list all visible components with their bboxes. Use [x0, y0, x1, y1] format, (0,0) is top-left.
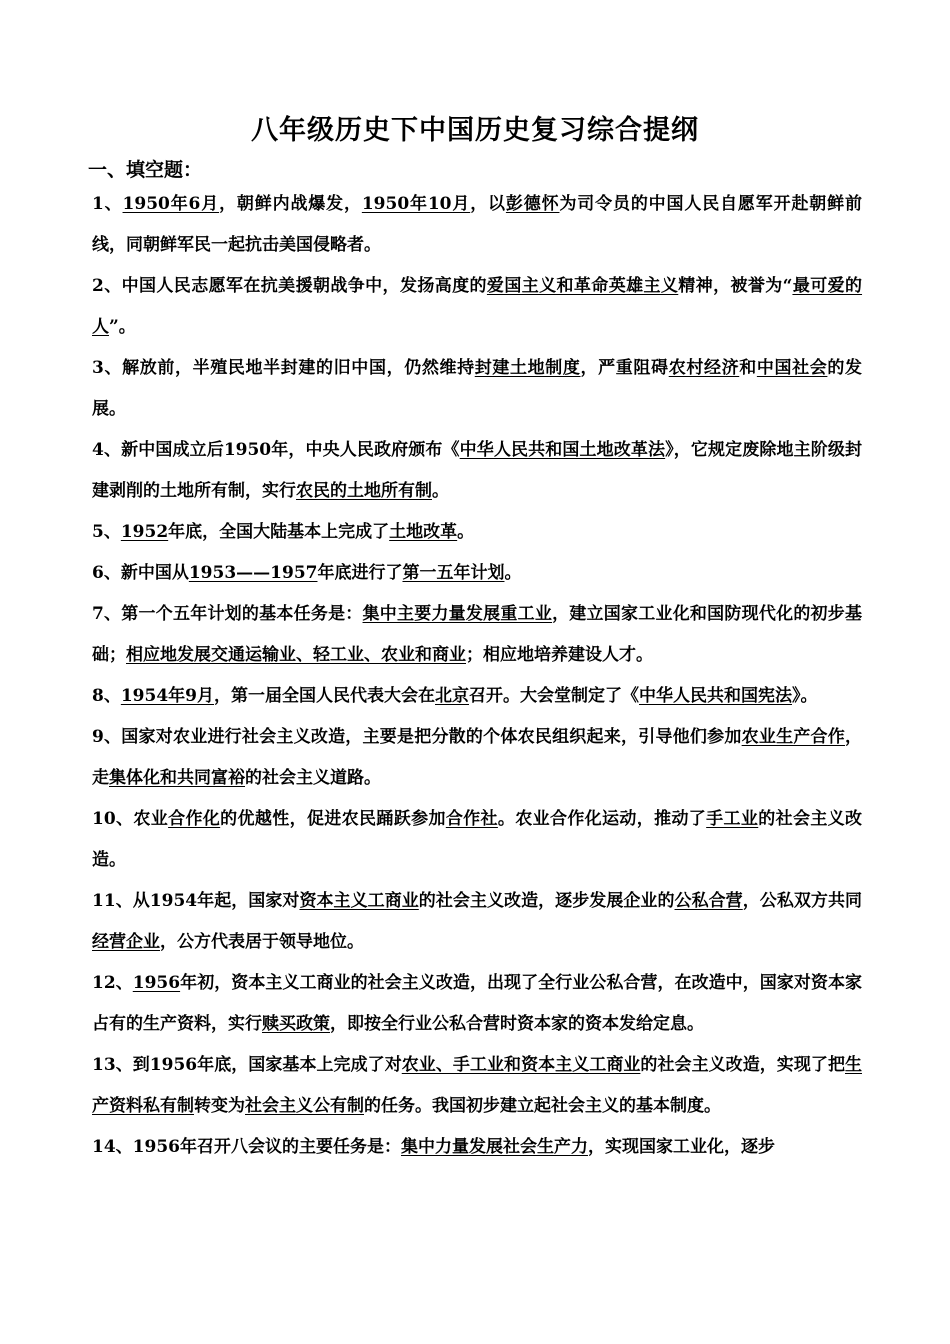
item-7 [92, 594, 862, 676]
item-3 [92, 348, 862, 430]
item-text: 转变为 [194, 1096, 245, 1116]
item-text: 12、 [92, 973, 133, 993]
answer-blank: 合作化 [168, 809, 221, 829]
item-text: 1、 [92, 194, 123, 214]
item-text: 的发展。 [92, 358, 863, 419]
answer-blank: 1953——1957 [188, 563, 318, 583]
answer-blank: 第一五年计划 [402, 563, 505, 583]
item-text: 的社会主义道路。 [245, 768, 381, 788]
item-text: 年初，资本主义工商业的社会主义改造，出现了全行业公私合营，在改造中，国家对资本家占有的生产资料，实行 [92, 973, 862, 1034]
item-text: ，第一届全国人民代表大会在 [214, 686, 435, 706]
item-12 [92, 963, 862, 1045]
item-text: 》，它规定废除地主阶级封建剥削的土地所有制，实行 [92, 440, 863, 501]
item-text: ，走 [92, 727, 863, 788]
item-text: 的社会主义改造，逐步发展企业的 [418, 891, 675, 911]
answer-blank: 经营企业 [92, 932, 160, 952]
item-text: 2、中国人民志愿军在抗美援朝战争中，发扬高度的 [92, 276, 487, 296]
item-text: 4、新中国成立后1950年，中央人民政府颁布《 [92, 440, 460, 460]
answer-blank: 农业、手工业和资本主义工商业 [401, 1055, 641, 1075]
item-text: 为司令员的中国人民自愿军开赴朝鲜前线，同朝鲜军民一起抗击美国侵略者。 [92, 194, 862, 255]
item-text: 年底，全国大陆基本上完成了 [168, 522, 390, 542]
answer-blank: 土地改革 [389, 522, 458, 542]
item-text: 6、新中国从 [92, 563, 189, 583]
answer-blank: 北京 [435, 686, 469, 706]
answer-blank: 农业生产合作 [741, 727, 846, 747]
item-9 [92, 717, 862, 799]
answer-blank: 集中力量发展社会生产力 [400, 1137, 588, 1157]
answer-blank: 集体化和共同富裕 [109, 768, 245, 788]
item-text: 。农业合作化运动，推动了 [497, 809, 707, 829]
answer-blank: 集中主要力量发展重工业 [362, 604, 553, 624]
item-text: 和 [739, 358, 757, 378]
item-text: ”。 [109, 317, 136, 337]
item-2 [92, 266, 862, 348]
item-text: 9、国家对农业进行社会主义改造，主要是把分散的个体农民组织起来，引导他们参加 [92, 727, 742, 747]
item-text: ，朝鲜内战爆发， [219, 194, 362, 214]
answer-blank: 中华人民共和国宪法 [639, 686, 792, 706]
answer-blank: 1956 [132, 973, 181, 993]
item-text: 14、1956年召开八会议的主要任务是： [92, 1137, 401, 1157]
answer-blank: 合作社 [445, 809, 498, 829]
answer-blank: 1950年10月 [361, 194, 471, 214]
item-text: 》。 [792, 686, 818, 706]
item-13 [92, 1045, 862, 1127]
item-text: 13、到1956年底，国家基本上完成了对 [92, 1055, 402, 1075]
answer-blank: 手工业 [706, 809, 759, 829]
answer-blank: 中国社会 [756, 358, 828, 378]
answer-blank: 赎买政策 [262, 1014, 330, 1034]
answer-blank: 社会主义公有制 [245, 1096, 364, 1116]
answer-blank: 封建土地制度 [474, 358, 581, 378]
item-text: ，即按全行业公私合营时资本家的资本发给定息。 [330, 1014, 704, 1034]
item-4 [92, 430, 862, 512]
item-text: ，公方代表居于领导地位。 [160, 932, 364, 952]
item-text: 召开。大会堂制定了《 [469, 686, 639, 706]
item-8 [92, 676, 862, 717]
item-text: 7、第一个五年计划的基本任务是： [92, 604, 363, 624]
answer-blank: 相应地发展交通运输业、轻工业、农业和商业 [126, 645, 466, 665]
section-heading: 一、填空题： [88, 159, 203, 181]
item-text: 的社会主义改造。 [92, 809, 863, 870]
answer-blank: 1950年6月 [122, 194, 220, 214]
item-text: 精神，被誉为“ [678, 276, 793, 296]
answer-blank: 中华人民共和国土地改革法 [459, 440, 666, 460]
answer-blank: 最可爱的人 [92, 276, 863, 337]
item-text: 11、从1954年起，国家对 [92, 891, 300, 911]
item-text: 3、解放前，半殖民地半封建的旧中国，仍然维持 [92, 358, 475, 378]
item-text: 的社会主义改造，实现了把 [640, 1055, 845, 1075]
item-1 [92, 184, 862, 266]
item-5 [92, 512, 862, 553]
answer-blank: 农村经济 [668, 358, 740, 378]
item-text: 5、 [92, 522, 121, 542]
answer-blank: 资本主义工商业 [299, 891, 419, 911]
item-text: ，建立国家工业化和国防现代化的初步基础； [92, 604, 863, 665]
fill-in-items [92, 184, 862, 1168]
answer-blank: 1954年9月 [120, 686, 214, 706]
item-text: 年底进行了 [317, 563, 403, 583]
answer-blank: 1952 [120, 522, 169, 542]
item-14 [92, 1127, 862, 1168]
answer-blank: 生产资料私有制 [92, 1055, 862, 1116]
item-text: 。 [504, 563, 522, 583]
item-10 [92, 799, 862, 881]
item-text: 的任务。我国初步建立起社会主义的基本制度。 [364, 1096, 721, 1116]
item-6 [92, 553, 862, 594]
item-text: 10、农业 [92, 809, 169, 829]
item-text: 。 [432, 481, 449, 501]
item-text: 8、 [92, 686, 121, 706]
item-text: ，严重阻碍 [580, 358, 669, 378]
item-11 [92, 881, 862, 963]
document-title: 八年级历史下中国历史复习综合提纲 [251, 115, 699, 146]
answer-blank: 爱国主义和革命英雄主义 [486, 276, 679, 296]
answer-blank: 彭德怀 [505, 194, 560, 214]
item-text: ，实现国家工业化，逐步 [587, 1137, 775, 1157]
item-text: ；相应地培养建设人才。 [466, 645, 653, 665]
answer-blank: 公私合营 [674, 891, 743, 911]
item-text: 的优越性，促进农民踊跃参加 [220, 809, 446, 829]
item-text: ，公私双方共同 [742, 891, 863, 911]
answer-blank: 农民的土地所有制 [296, 481, 432, 501]
item-text: 。 [457, 522, 475, 542]
item-text: ，以 [470, 194, 506, 214]
